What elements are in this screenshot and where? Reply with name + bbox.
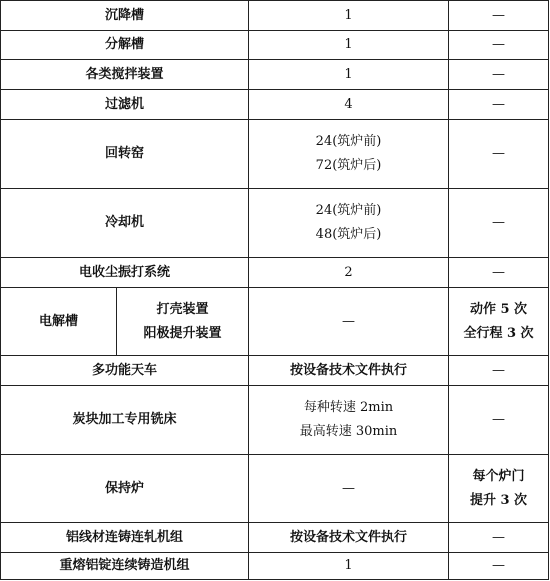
value-cell: 1 <box>249 553 449 580</box>
equipment-name: 炭块加工专用铣床 <box>1 386 249 455</box>
value-line: 24(筑炉前) <box>315 134 382 149</box>
equipment-name: 铝线材连铸连轧机组 <box>1 523 249 553</box>
note-cell: — <box>449 258 549 288</box>
note-cell <box>449 288 549 356</box>
value-cell: 4 <box>249 90 449 120</box>
value-line: 48(筑炉后) <box>315 227 382 242</box>
value-line: 24(筑炉前) <box>315 203 382 218</box>
table-row <box>1 189 549 258</box>
equipment-name: 回转窑 <box>1 120 249 189</box>
table-row <box>1 523 549 553</box>
note-line: 动作 5 次 <box>469 301 528 317</box>
table-row <box>1 31 549 60</box>
equipment-name: 多功能天车 <box>1 356 249 386</box>
note-cell: — <box>449 31 549 60</box>
table-row <box>1 553 549 580</box>
note-cell: — <box>449 356 549 386</box>
equipment-name: 分解槽 <box>1 31 249 60</box>
value-cell: 按设备技术文件执行 <box>249 523 449 553</box>
equipment-name: 电收尘振打系统 <box>1 258 249 288</box>
value-cell <box>249 386 449 455</box>
note-cell: — <box>449 90 549 120</box>
value-cell: 1 <box>249 60 449 90</box>
table-row <box>1 1 549 31</box>
value-cell: — <box>249 288 449 356</box>
table-row <box>1 90 549 120</box>
value-line: 72(筑炉后) <box>315 158 382 173</box>
table-row <box>1 356 549 386</box>
table-row <box>1 455 549 523</box>
sub-item: 打壳装置 <box>156 301 209 317</box>
equipment-name: 沉降槽 <box>1 1 249 31</box>
table-row <box>1 60 549 90</box>
value-cell: 按设备技术文件执行 <box>249 356 449 386</box>
table-row <box>1 288 549 356</box>
note-cell: — <box>449 60 549 90</box>
value-cell <box>249 120 449 189</box>
sub-item: 阳极提升装置 <box>143 325 222 341</box>
equipment-name: 各类搅拌装置 <box>1 60 249 90</box>
note-line: 每个炉门 <box>472 468 525 484</box>
table-row <box>1 386 549 455</box>
value-cell: — <box>249 455 449 523</box>
note-line: 提升 3 次 <box>469 492 528 508</box>
value-line: 最高转速 30min <box>299 424 398 439</box>
note-cell: — <box>449 386 549 455</box>
note-cell: — <box>449 120 549 189</box>
note-cell: — <box>449 523 549 553</box>
value-cell <box>249 189 449 258</box>
note-cell <box>449 455 549 523</box>
value-cell: 1 <box>249 31 449 60</box>
equipment-name: 冷却机 <box>1 189 249 258</box>
equipment-name: 重熔铝锭连续铸造机组 <box>1 553 249 580</box>
equipment-name: 电解槽 <box>1 288 117 356</box>
equipment-name: 保持炉 <box>1 455 249 523</box>
note-cell: — <box>449 553 549 580</box>
sub-item-cell <box>117 288 249 356</box>
equipment-name: 过滤机 <box>1 90 249 120</box>
value-cell: 2 <box>249 258 449 288</box>
table-row <box>1 120 549 189</box>
note-cell: — <box>449 1 549 31</box>
value-line: 每种转速 2min <box>303 400 394 415</box>
table-row <box>1 258 549 288</box>
value-cell: 1 <box>249 1 449 31</box>
note-cell: — <box>449 189 549 258</box>
note-line: 全行程 3 次 <box>463 325 534 341</box>
